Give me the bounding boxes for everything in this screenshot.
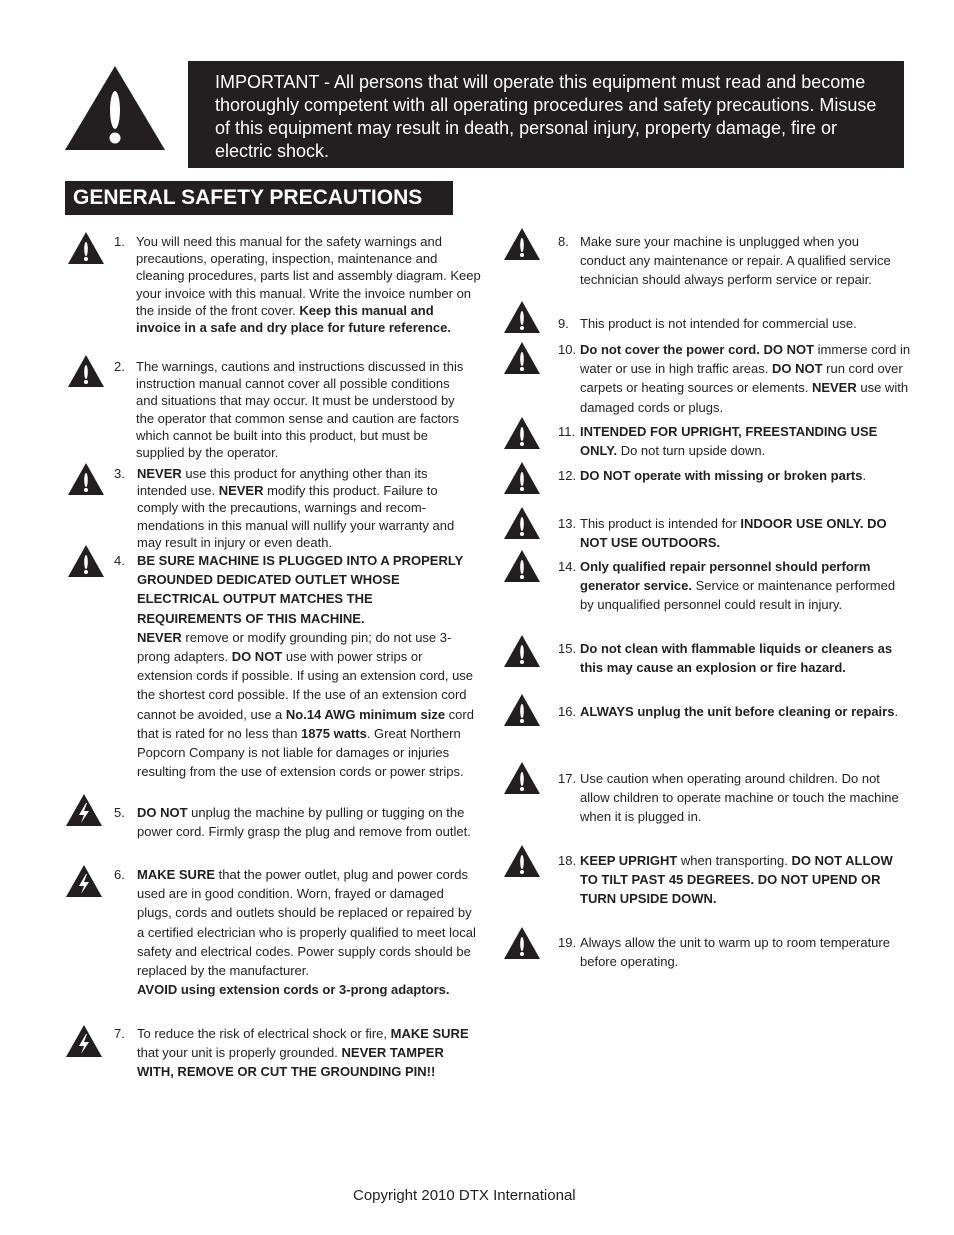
electric-shock-icon — [65, 793, 103, 827]
list-item: 15. Do not clean with flammable liquids or cleaners as this may cause an explosion or fire hazard. — [558, 641, 893, 676]
warning-icon — [67, 231, 105, 265]
list-item: 4. BE SURE MACHINE IS PLUGGED INTO A PROPERLY GROUNDED DEDICATED OUTLET WHOSE ELECTRICAL OUTPUT MATCHES THE REQUIREMENTS OF THIS MACHINE. NEVER remove or modify grounding pin; do not use 3-prong adapters. DO NOT use with power strips or extension cords if possible. If using an extension cord, use the shortest cord possible. If the use of an extension cord cannot be avoided, use a No.14 AWG minimum size cord that is rated for no less than 1875 watts. Great Northern Popcorn Company is not liable for damages or injuries resulting from the use of extension cords or power strips. — [114, 553, 474, 780]
warning-icon — [503, 693, 541, 727]
warning-icon — [503, 461, 541, 495]
warning-icon — [503, 844, 541, 878]
list-item: 3. NEVER use this product for anything other than its intended use. NEVER modify this product. Failure to comply with the precautions, warnings and recom- mendations in this manual will nullify your warranty and may result in injury or even death. — [114, 466, 455, 550]
warning-icon — [503, 549, 541, 583]
list-item: 16. ALWAYS unplug the unit before cleaning or repairs. — [558, 704, 899, 719]
list-item: 13. This product is intended for INDOOR USE ONLY. DO NOT USE OUTDOORS. — [558, 516, 887, 551]
electric-shock-icon — [65, 1024, 103, 1058]
list-item: 9. This product is not intended for commercial use. — [558, 316, 857, 331]
list-item: 11. INTENDED FOR UPRIGHT, FREESTANDING USE ONLY. Do not turn upside down. — [558, 424, 878, 459]
important-notice: IMPORTANT - All persons that will operate this equipment must read and become thoroughly competent with all operating procedures and safety precautions. Misuse of this equipment may result in death, personal injury, property damage, fire or electric shock. — [188, 61, 904, 168]
list-item: 14. Only qualified repair personnel should perform generator service. Service or maintenance performed by unqualified personnel could result in injury. — [558, 559, 896, 613]
list-item: 18. KEEP UPRIGHT when transporting. DO NOT ALLOW TO TILT PAST 45 DEGREES. DO NOT UPEND OR TURN UPSIDE DOWN. — [558, 853, 893, 907]
warning-icon — [503, 227, 541, 261]
list-item: 2. The warnings, cautions and instructions discussed in this instruction manual cannot cover all possible conditions and situations that may occur. It must be understood by the operator that common sense and caution are factors which cannot be built into this product, but must be supplied by the operator. — [114, 359, 464, 461]
list-item: 17. Use caution when operating around children. Do not allow children to operate machine or touch the machine when it is plugged in. — [558, 771, 899, 825]
warning-icon — [67, 462, 105, 496]
list-item: 19. Always allow the unit to warm up to room temperature before operating. — [558, 935, 890, 970]
warning-icon — [503, 926, 541, 960]
warning-icon — [67, 354, 105, 388]
warning-icon — [503, 761, 541, 795]
electric-shock-icon — [65, 864, 103, 898]
list-item: 6. MAKE SURE that the power outlet, plug and power cords used are in good condition. Worn, frayed or damaged plugs, cords and outlets should be replaced or repaired by a certified electrician who is properly qualified to meet local safety and electrical codes. Power supply cords should be replaced by the manufacturer. AVOID using extension cords or 3-prong adaptors. — [114, 867, 476, 998]
list-item: 5. DO NOT unplug the machine by pulling or tugging on the power cord. Firmly grasp the plug and remove from outlet. — [114, 805, 471, 840]
copyright-footer: Copyright 2010 DTX International — [353, 1187, 576, 1204]
warning-icon — [503, 634, 541, 668]
list-item: 12. DO NOT operate with missing or broken parts. — [558, 468, 867, 483]
warning-icon — [67, 544, 105, 578]
warning-icon — [503, 506, 541, 540]
warning-icon — [503, 300, 541, 334]
warning-triangle-icon — [63, 64, 167, 152]
warning-icon — [503, 341, 541, 375]
list-item: 7. To reduce the risk of electrical shock or fire, MAKE SURE that your unit is properly grounded. NEVER TAMPER WITH, REMOVE OR CUT THE GROUNDING PIN!! — [114, 1026, 469, 1080]
list-item: 10. Do not cover the power cord. DO NOT immerse cord in water or use in high traffic areas. DO NOT run cord over carpets or heating sources or elements. NEVER use with damaged cords or plugs. — [558, 342, 911, 415]
section-title: GENERAL SAFETY PRECAUTIONS — [65, 181, 453, 215]
list-item: 1. You will need this manual for the safety warnings and precautions, operating, inspection, maintenance and cleaning procedures, parts list and assembly diagram. Keep your invoice with this manual. Write the invoice number on the inside of the front cover. Keep this manual and invoice in a safe and dry place for future reference. — [114, 234, 481, 336]
list-item: 8. Make sure your machine is unplugged when you conduct any maintenance or repair. A qualified service technician should always perform service or repair. — [558, 234, 891, 288]
warning-icon — [503, 416, 541, 450]
